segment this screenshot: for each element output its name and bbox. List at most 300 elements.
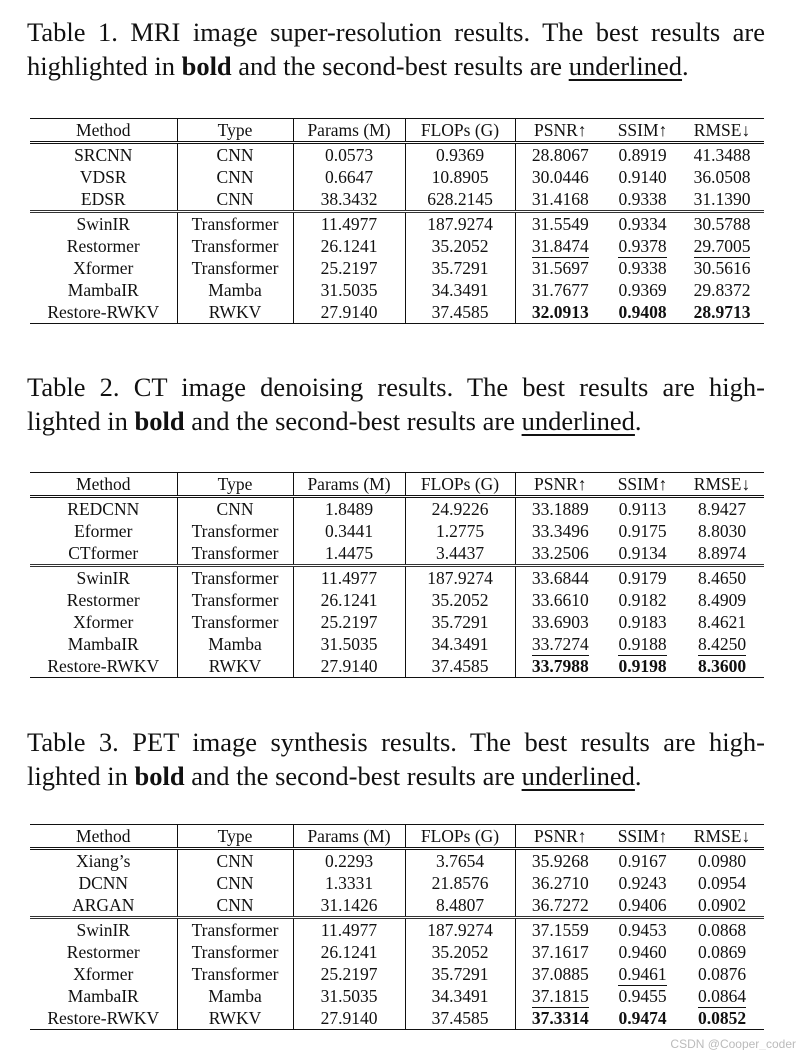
column-header: Method bbox=[30, 473, 177, 497]
table-cell bbox=[177, 589, 293, 611]
cell-value: Transformer bbox=[191, 963, 279, 984]
table-cell bbox=[680, 166, 764, 188]
table-row bbox=[30, 520, 764, 542]
cell-value: 8.4807 bbox=[435, 894, 485, 915]
cell-value: VDSR bbox=[79, 166, 127, 187]
cell-value: 36.7272 bbox=[531, 894, 589, 915]
table-cell bbox=[680, 235, 764, 257]
table-cell bbox=[405, 941, 515, 963]
table-cell bbox=[605, 166, 680, 188]
cell-value: 28.9713 bbox=[693, 301, 751, 322]
cell-value: 187.9274 bbox=[427, 567, 493, 588]
cell-value: 1.8489 bbox=[324, 498, 374, 519]
column-header: RMSE↓ bbox=[693, 825, 751, 846]
table-cell bbox=[605, 655, 680, 678]
table-caption bbox=[27, 15, 765, 83]
table-cell bbox=[177, 894, 293, 918]
cell-value: 0.9460 bbox=[618, 941, 667, 962]
table-cell bbox=[405, 894, 515, 918]
column-header: Params (M) bbox=[293, 473, 405, 497]
cell-value: 0.0869 bbox=[697, 941, 747, 962]
table-cell bbox=[293, 542, 405, 566]
table-cell bbox=[515, 188, 605, 212]
table-row bbox=[30, 849, 764, 873]
cell-value: Restore-RWKV bbox=[47, 655, 160, 676]
cell-value: 0.9167 bbox=[618, 850, 667, 871]
table-cell bbox=[515, 235, 605, 257]
table-cell bbox=[293, 985, 405, 1007]
cell-value: 35.7291 bbox=[431, 963, 489, 984]
table-cell bbox=[293, 963, 405, 985]
cell-value: 25.2197 bbox=[320, 257, 378, 278]
table-cell bbox=[30, 235, 177, 257]
table-cell bbox=[30, 542, 177, 566]
caption-line-1: Table 3. PET image synthesis results. The best results are high- bbox=[27, 727, 765, 757]
cell-value: 0.9183 bbox=[618, 611, 667, 632]
table-cell bbox=[30, 985, 177, 1007]
column-header: SSIM↑ bbox=[617, 473, 668, 494]
table-cell bbox=[680, 188, 764, 212]
cell-value: 0.9408 bbox=[618, 301, 667, 322]
table-cell bbox=[293, 212, 405, 236]
cell-value: 31.7677 bbox=[531, 279, 589, 300]
table-cell bbox=[405, 143, 515, 167]
cell-value: 0.9113 bbox=[618, 498, 667, 519]
table-cell bbox=[680, 520, 764, 542]
cell-value: Xformer bbox=[73, 257, 134, 278]
results-table-3 bbox=[30, 824, 764, 1030]
cell-value: 30.0446 bbox=[531, 166, 589, 187]
cell-value: 31.5035 bbox=[320, 985, 378, 1006]
table-cell bbox=[30, 166, 177, 188]
cell-value: 36.0508 bbox=[693, 166, 751, 187]
table-cell bbox=[405, 566, 515, 590]
cell-value: Mamba bbox=[208, 985, 262, 1006]
table-cell bbox=[177, 1007, 293, 1030]
cell-value: 0.9179 bbox=[618, 567, 667, 588]
cell-value: Mamba bbox=[208, 633, 262, 654]
table-cell bbox=[680, 1007, 764, 1030]
cell-value: Transformer bbox=[191, 542, 279, 563]
table-cell bbox=[605, 918, 680, 942]
table-cell bbox=[177, 963, 293, 985]
table-cell bbox=[405, 212, 515, 236]
cell-value: 0.9182 bbox=[618, 589, 667, 610]
cell-value: 25.2197 bbox=[320, 611, 378, 632]
table-row bbox=[30, 985, 764, 1007]
cell-value: Xformer bbox=[73, 963, 134, 984]
table-cell bbox=[405, 235, 515, 257]
table-cell bbox=[177, 212, 293, 236]
caption-text: . bbox=[634, 406, 642, 436]
cell-value: 0.6647 bbox=[324, 166, 374, 187]
table-cell bbox=[605, 520, 680, 542]
cell-value: SRCNN bbox=[74, 144, 133, 165]
table-cell bbox=[515, 941, 605, 963]
cell-value: 0.9369 bbox=[435, 144, 485, 165]
table-row bbox=[30, 963, 764, 985]
table-cell bbox=[680, 257, 764, 279]
table-cell bbox=[515, 611, 605, 633]
cell-value: Transformer bbox=[191, 235, 279, 256]
table-cell bbox=[605, 963, 680, 985]
table-cell bbox=[515, 963, 605, 985]
table-cell bbox=[293, 520, 405, 542]
cell-value: 27.9140 bbox=[320, 301, 378, 322]
cell-value: Transformer bbox=[191, 919, 279, 940]
table-cell bbox=[515, 589, 605, 611]
cell-value: CNN bbox=[216, 894, 254, 915]
table-cell bbox=[30, 566, 177, 590]
cell-value: 33.3496 bbox=[531, 520, 589, 541]
table-cell bbox=[605, 566, 680, 590]
table-cell bbox=[293, 1007, 405, 1030]
cell-value: 29.7005 bbox=[693, 235, 751, 256]
cell-value: 33.6844 bbox=[531, 567, 589, 588]
cell-value: RWKV bbox=[208, 1007, 262, 1028]
column-header: PSNR↑ bbox=[533, 119, 587, 140]
cell-value: 0.9175 bbox=[618, 520, 667, 541]
cell-value: 37.4585 bbox=[431, 655, 489, 676]
table-cell bbox=[405, 589, 515, 611]
cell-value: 0.9378 bbox=[618, 235, 667, 256]
cell-value: 0.0573 bbox=[324, 144, 374, 165]
table-cell bbox=[293, 257, 405, 279]
table-cell bbox=[605, 849, 680, 873]
cell-value: CNN bbox=[216, 166, 254, 187]
caption-text: lighted in bbox=[27, 761, 135, 791]
table-cell bbox=[405, 985, 515, 1007]
cell-value: 35.9268 bbox=[531, 850, 589, 871]
table-row bbox=[30, 257, 764, 279]
table-cell bbox=[177, 520, 293, 542]
cell-value: CNN bbox=[216, 850, 254, 871]
cell-value: 36.2710 bbox=[531, 872, 589, 893]
table-cell bbox=[515, 918, 605, 942]
table-cell bbox=[30, 941, 177, 963]
cell-value: 31.5035 bbox=[320, 633, 378, 654]
table-row bbox=[30, 633, 764, 655]
cell-value: 0.9338 bbox=[618, 188, 667, 209]
cell-value: ARGAN bbox=[72, 894, 135, 915]
cell-value: 35.2052 bbox=[431, 589, 489, 610]
table-cell bbox=[680, 589, 764, 611]
table-cell bbox=[680, 918, 764, 942]
table-cell bbox=[605, 257, 680, 279]
caption-text: lighted in bbox=[27, 406, 135, 436]
table-cell bbox=[515, 655, 605, 678]
cell-value: Restore-RWKV bbox=[47, 301, 160, 322]
header-row bbox=[30, 825, 764, 849]
cell-value: 27.9140 bbox=[320, 1007, 378, 1028]
table-cell bbox=[177, 941, 293, 963]
cell-value: 31.8474 bbox=[531, 235, 589, 256]
caption-line-1: Table 1. MRI image super-resolution results. The best results are bbox=[27, 17, 765, 47]
cell-value: 0.9198 bbox=[618, 655, 667, 676]
cell-value: CNN bbox=[216, 144, 254, 165]
header-row bbox=[30, 119, 764, 143]
cell-value: 30.5616 bbox=[693, 257, 751, 278]
cell-value: 37.3314 bbox=[531, 1007, 589, 1028]
table-cell bbox=[30, 1007, 177, 1030]
cell-value: 187.9274 bbox=[427, 213, 493, 234]
cell-value: 0.9369 bbox=[618, 279, 667, 300]
cell-value: 0.9406 bbox=[618, 894, 667, 915]
table-cell bbox=[605, 497, 680, 521]
table-cell bbox=[293, 633, 405, 655]
table-cell bbox=[515, 520, 605, 542]
cell-value: 0.3441 bbox=[324, 520, 374, 541]
cell-value: 34.3491 bbox=[431, 985, 489, 1006]
cell-value: Transformer bbox=[191, 611, 279, 632]
cell-value: 37.4585 bbox=[431, 1007, 489, 1028]
cell-value: SwinIR bbox=[76, 919, 130, 940]
table-cell bbox=[680, 566, 764, 590]
table-row bbox=[30, 611, 764, 633]
cell-value: Eformer bbox=[74, 520, 133, 541]
table-cell bbox=[177, 166, 293, 188]
table-cell bbox=[177, 497, 293, 521]
table-cell bbox=[605, 1007, 680, 1030]
cell-value: Transformer bbox=[191, 257, 279, 278]
table-cell bbox=[405, 520, 515, 542]
cell-value: Xformer bbox=[73, 611, 134, 632]
table-cell bbox=[515, 849, 605, 873]
cell-value: 38.3432 bbox=[320, 188, 378, 209]
cell-value: Transformer bbox=[191, 589, 279, 610]
cell-value: 0.0876 bbox=[697, 963, 747, 984]
table-cell bbox=[177, 872, 293, 894]
table-cell bbox=[605, 188, 680, 212]
table-cell bbox=[405, 633, 515, 655]
caption-text: . bbox=[682, 51, 689, 81]
cell-value: 0.9461 bbox=[618, 963, 667, 984]
table-cell bbox=[30, 188, 177, 212]
table-cell bbox=[680, 963, 764, 985]
cell-value: 35.7291 bbox=[431, 257, 489, 278]
table-cell bbox=[405, 918, 515, 942]
cell-value: 34.3491 bbox=[431, 633, 489, 654]
cell-value: 31.5549 bbox=[531, 213, 589, 234]
table-row bbox=[30, 235, 764, 257]
column-header: Type bbox=[177, 473, 293, 497]
table-cell bbox=[605, 872, 680, 894]
cell-value: 34.3491 bbox=[431, 279, 489, 300]
cell-value: 37.1815 bbox=[531, 985, 589, 1006]
table-cell bbox=[30, 589, 177, 611]
table-row bbox=[30, 655, 764, 678]
caption-underlined-word: underlined bbox=[568, 51, 683, 81]
cell-value: 8.4621 bbox=[697, 611, 747, 632]
table-caption bbox=[27, 725, 765, 793]
cell-value: 8.8974 bbox=[697, 542, 747, 563]
cell-value: 35.7291 bbox=[431, 611, 489, 632]
table-cell bbox=[680, 941, 764, 963]
table-cell bbox=[680, 143, 764, 167]
cell-value: 37.1617 bbox=[531, 941, 589, 962]
caption-line-2 bbox=[27, 49, 765, 83]
table-cell bbox=[30, 633, 177, 655]
cell-value: 24.9226 bbox=[431, 498, 489, 519]
table-cell bbox=[293, 143, 405, 167]
table-cell bbox=[177, 566, 293, 590]
cell-value: Restormer bbox=[66, 941, 140, 962]
cell-value: Transformer bbox=[191, 941, 279, 962]
table-cell bbox=[30, 301, 177, 324]
cell-value: 628.2145 bbox=[427, 188, 493, 209]
cell-value: 3.4437 bbox=[435, 542, 485, 563]
cell-value: 37.4585 bbox=[431, 301, 489, 322]
cell-value: REDCNN bbox=[67, 498, 140, 519]
cell-value: 26.1241 bbox=[320, 941, 378, 962]
table-cell bbox=[515, 894, 605, 918]
table-row bbox=[30, 279, 764, 301]
table-cell bbox=[177, 279, 293, 301]
cell-value: Xiang’s bbox=[76, 850, 131, 871]
cell-value: 0.0852 bbox=[697, 1007, 747, 1028]
results-table-2 bbox=[30, 472, 764, 678]
column-header: PSNR↑ bbox=[533, 473, 587, 494]
cell-value: 0.9455 bbox=[618, 985, 667, 1006]
table-cell bbox=[515, 143, 605, 167]
cell-value: CNN bbox=[216, 188, 254, 209]
cell-value: 0.9334 bbox=[618, 213, 667, 234]
header-row bbox=[30, 473, 764, 497]
caption-text: and the second-best results are bbox=[184, 761, 522, 791]
cell-value: 26.1241 bbox=[320, 589, 378, 610]
table-cell bbox=[293, 566, 405, 590]
cell-value: CNN bbox=[216, 872, 254, 893]
table-cell bbox=[177, 143, 293, 167]
column-header: RMSE↓ bbox=[693, 119, 751, 140]
watermark: CSDN @Cooper_coder bbox=[670, 1037, 796, 1050]
table-cell bbox=[293, 166, 405, 188]
table-cell bbox=[605, 941, 680, 963]
column-header: Type bbox=[177, 825, 293, 849]
cell-value: 0.0902 bbox=[697, 894, 747, 915]
table-cell bbox=[177, 257, 293, 279]
table-cell bbox=[405, 963, 515, 985]
table-cell bbox=[680, 872, 764, 894]
table-cell bbox=[293, 301, 405, 324]
caption-text: highlighted in bbox=[27, 51, 182, 81]
table-cell bbox=[405, 166, 515, 188]
column-header: Method bbox=[30, 825, 177, 849]
cell-value: Restore-RWKV bbox=[47, 1007, 160, 1028]
cell-value: 32.0913 bbox=[531, 301, 589, 322]
table-cell bbox=[177, 918, 293, 942]
table-cell bbox=[405, 279, 515, 301]
cell-value: 1.3331 bbox=[324, 872, 374, 893]
table-cell bbox=[680, 633, 764, 655]
column-header: FLOPs (G) bbox=[405, 825, 515, 849]
cell-value: MambaIR bbox=[67, 985, 139, 1006]
table-cell bbox=[293, 611, 405, 633]
cell-value: SwinIR bbox=[76, 213, 130, 234]
table-cell bbox=[293, 589, 405, 611]
caption-underlined-word: underlined bbox=[521, 406, 635, 436]
table-cell bbox=[515, 166, 605, 188]
table-cell bbox=[30, 918, 177, 942]
cell-value: 0.0868 bbox=[697, 919, 747, 940]
cell-value: 33.7274 bbox=[531, 633, 589, 654]
table-cell bbox=[680, 894, 764, 918]
table-cell bbox=[293, 918, 405, 942]
table-cell bbox=[177, 542, 293, 566]
cell-value: 25.2197 bbox=[320, 963, 378, 984]
table-row bbox=[30, 166, 764, 188]
table-row bbox=[30, 872, 764, 894]
caption-underlined-word: underlined bbox=[521, 761, 635, 791]
cell-value: 11.4977 bbox=[320, 213, 378, 234]
cell-value: 1.4475 bbox=[324, 542, 374, 563]
table-row bbox=[30, 894, 764, 918]
caption-line-2 bbox=[27, 759, 765, 793]
caption-text: . bbox=[634, 761, 642, 791]
table-cell bbox=[30, 257, 177, 279]
table-cell bbox=[30, 279, 177, 301]
table-cell bbox=[605, 985, 680, 1007]
cell-value: 8.9427 bbox=[697, 498, 747, 519]
table-cell bbox=[30, 212, 177, 236]
cell-value: 31.5035 bbox=[320, 279, 378, 300]
caption-bold-word: bold bbox=[134, 761, 185, 791]
table-row bbox=[30, 301, 764, 324]
table-cell bbox=[405, 188, 515, 212]
cell-value: Transformer bbox=[191, 213, 279, 234]
cell-value: 41.3488 bbox=[693, 144, 751, 165]
cell-value: Restormer bbox=[66, 235, 140, 256]
table-cell bbox=[605, 589, 680, 611]
cell-value: 33.1889 bbox=[531, 498, 589, 519]
caption-text: and the second-best results are bbox=[184, 406, 522, 436]
table-cell bbox=[605, 633, 680, 655]
table-cell bbox=[293, 188, 405, 212]
cell-value: 31.5697 bbox=[531, 257, 589, 278]
caption-bold-word: bold bbox=[181, 51, 232, 81]
caption-bold-word: bold bbox=[134, 406, 185, 436]
table-cell bbox=[30, 894, 177, 918]
table-cell bbox=[515, 279, 605, 301]
table-cell bbox=[177, 188, 293, 212]
cell-value: DCNN bbox=[78, 872, 129, 893]
table-cell bbox=[605, 143, 680, 167]
caption-text: and the second-best results are bbox=[231, 51, 569, 81]
cell-value: EDSR bbox=[80, 188, 126, 209]
table-cell bbox=[515, 872, 605, 894]
cell-value: 8.4909 bbox=[697, 589, 747, 610]
table-cell bbox=[405, 655, 515, 678]
table-row bbox=[30, 941, 764, 963]
cell-value: 21.8576 bbox=[431, 872, 489, 893]
table-row bbox=[30, 589, 764, 611]
column-header: Params (M) bbox=[293, 825, 405, 849]
cell-value: 37.1559 bbox=[531, 919, 589, 940]
table-cell bbox=[515, 1007, 605, 1030]
table-row bbox=[30, 212, 764, 236]
cell-value: 31.1390 bbox=[693, 188, 751, 209]
cell-value: 0.9140 bbox=[618, 166, 667, 187]
cell-value: 37.0885 bbox=[531, 963, 589, 984]
table-caption bbox=[27, 370, 765, 438]
cell-value: 0.9188 bbox=[618, 633, 667, 654]
cell-value: 0.9338 bbox=[618, 257, 667, 278]
cell-value: RWKV bbox=[208, 655, 262, 676]
cell-value: 33.6610 bbox=[531, 589, 589, 610]
cell-value: 10.8905 bbox=[431, 166, 489, 187]
cell-value: 8.4250 bbox=[697, 633, 747, 654]
column-header: RMSE↓ bbox=[693, 473, 751, 494]
